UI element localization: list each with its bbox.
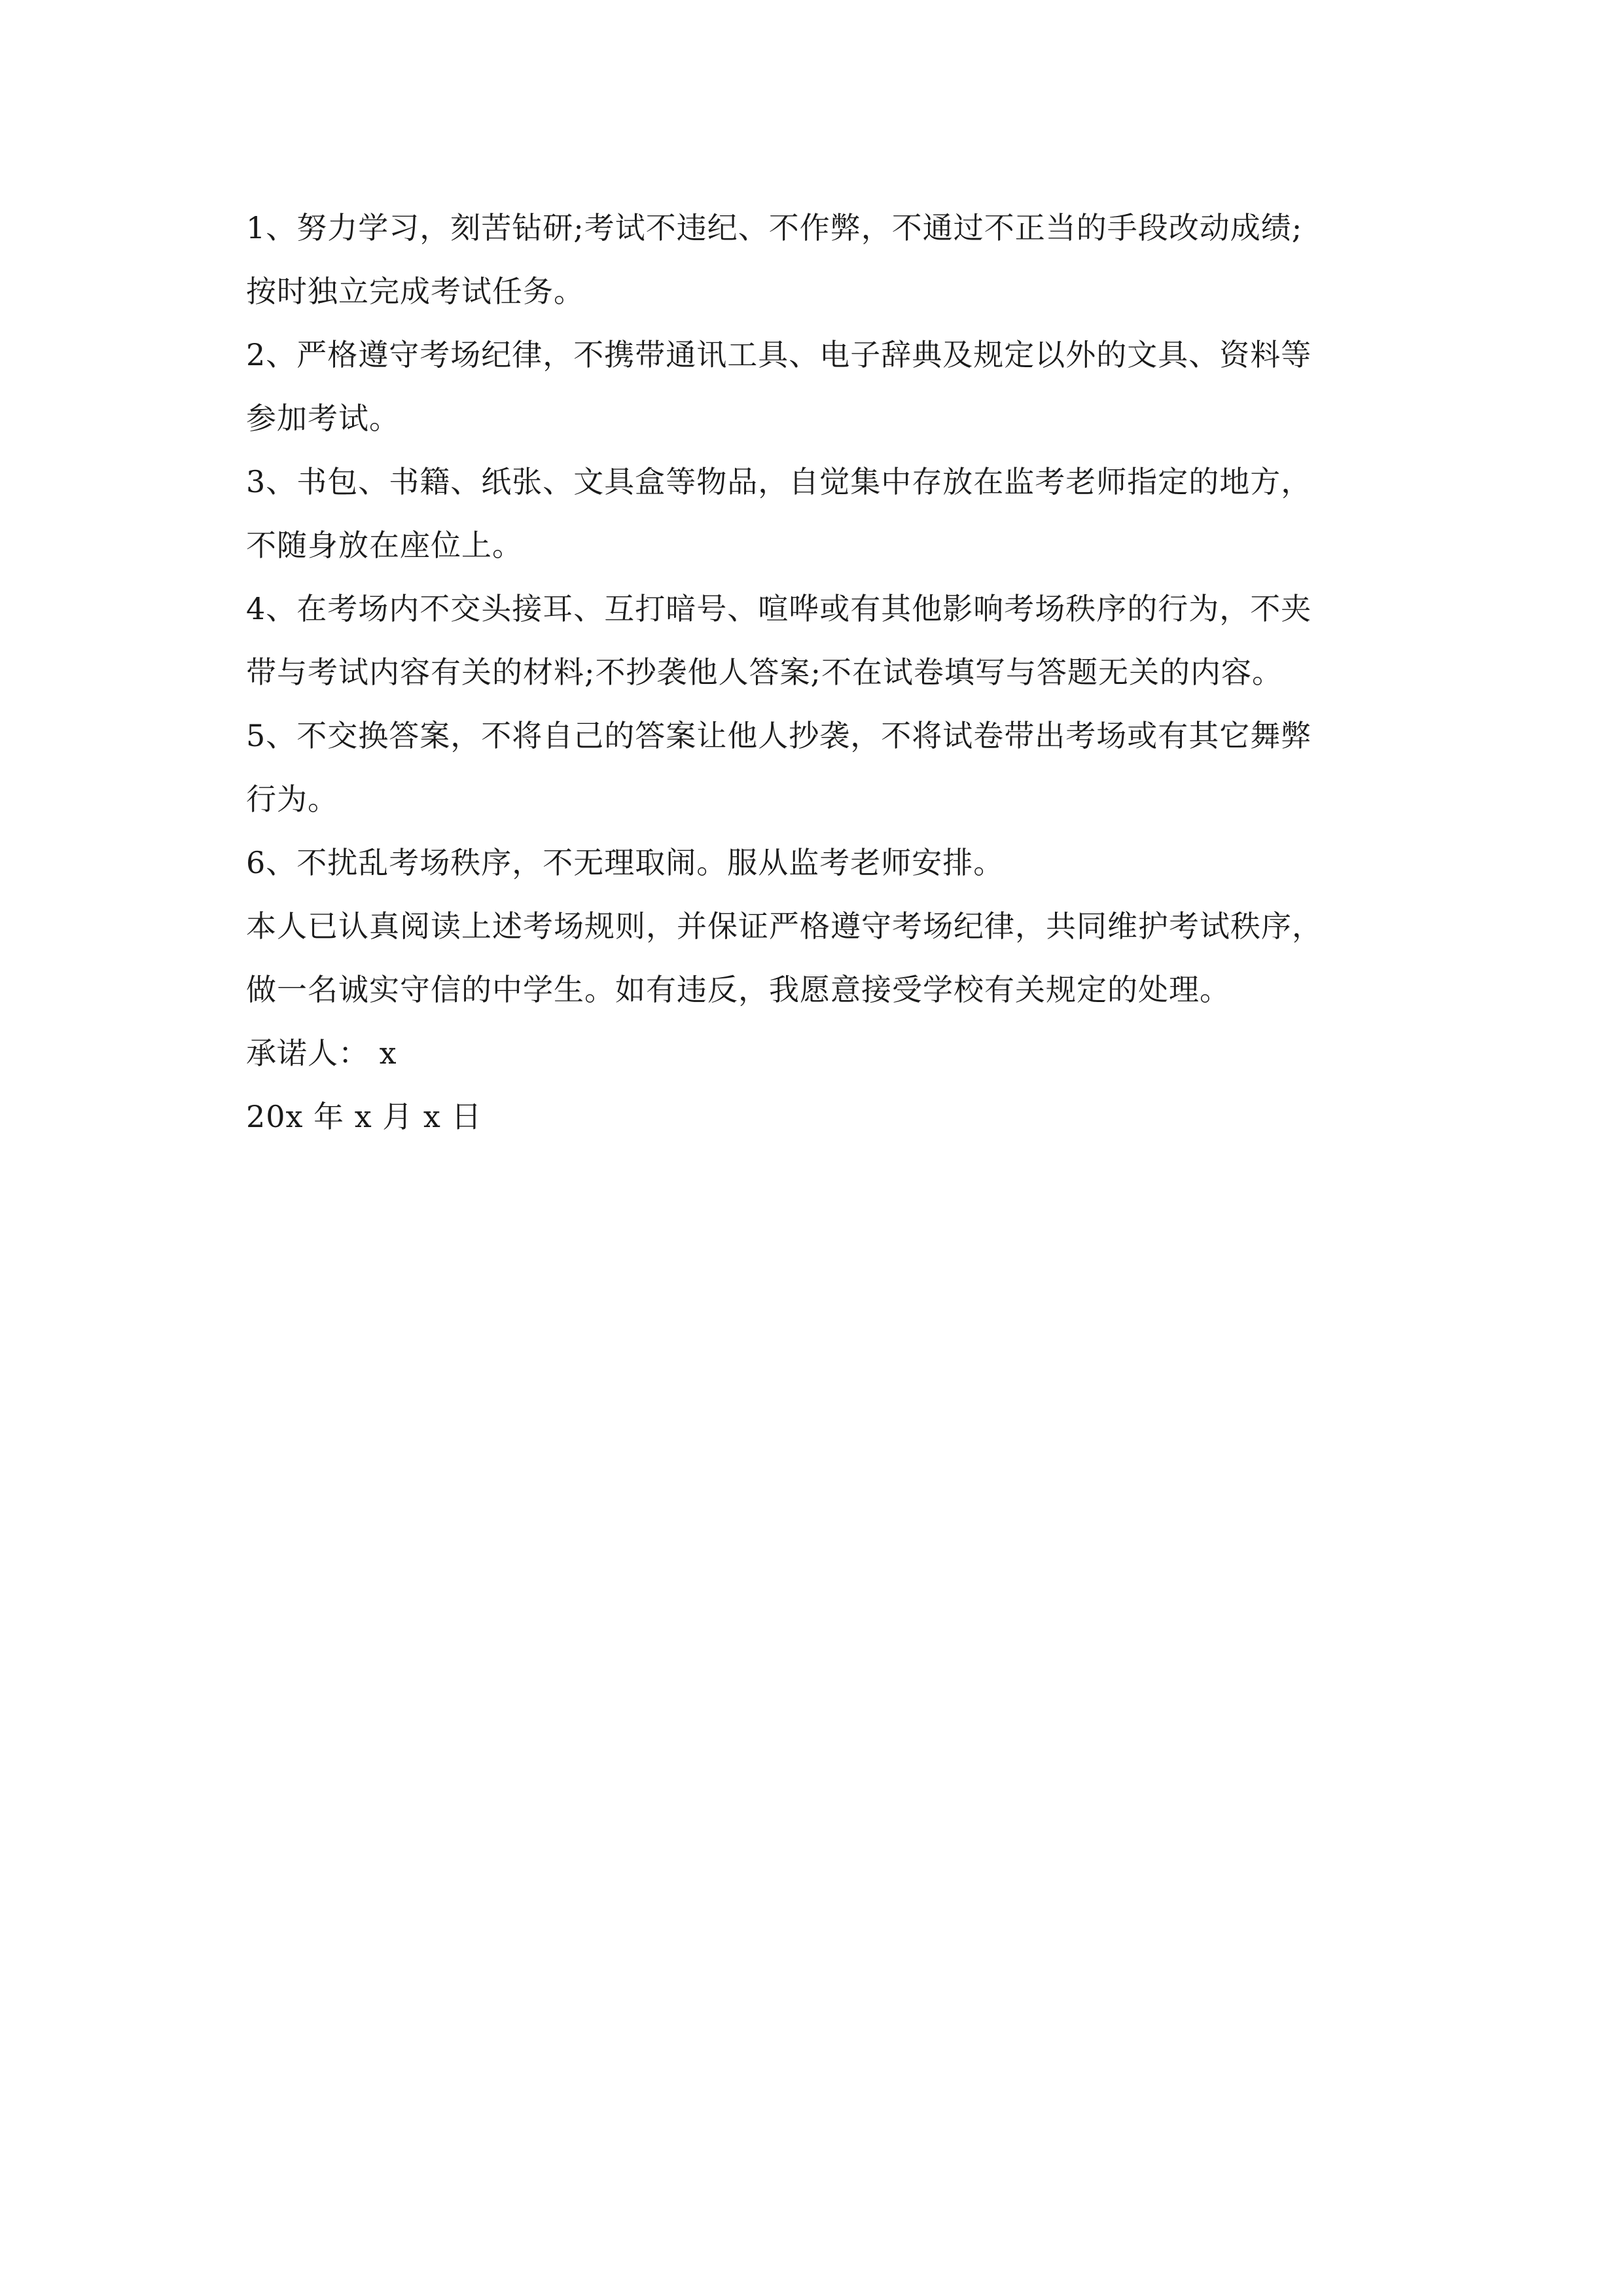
signer-line: 承诺人： x (246, 1035, 397, 1071)
rule-1-line-1: 1、努力学习，刻苦钻研;考试不违纪、不作弊，不通过不正当的手段改动成绩; (246, 210, 1303, 245)
rule-2-line-2: 参加考试。 (246, 401, 400, 436)
rule-5-line-2: 行为。 (246, 781, 338, 817)
statement-line-2: 做一名诚实守信的中学生。如有违反，我愿意接受学校有关规定的处理。 (246, 972, 1230, 1007)
rule-6-line: 6、不扰乱考场秩序，不无理取闹。服从监考老师安排。 (246, 845, 1005, 880)
rule-4-line-1: 4、在考场内不交头接耳、互打暗号、喧哗或有其他影响考场秩序的行为，不夹 (246, 591, 1312, 626)
rule-1-line-2: 按时独立完成考试任务。 (246, 274, 584, 309)
rule-3-line-2: 不随身放在座位上。 (246, 528, 523, 563)
rule-3-line-1: 3、书包、书籍、纸张、文具盒等物品，自觉集中存放在监考老师指定的地方， (246, 464, 1312, 499)
statement-line-1: 本人已认真阅读上述考场规则，并保证严格遵守考场纪律，共同维护考试秩序， (246, 908, 1323, 944)
pledge-text (246, 196, 1385, 1149)
rule-5-line-1: 5、不交换答案，不将自己的答案让他人抄袭，不将试卷带出考场或有其它舞弊 (246, 718, 1312, 753)
rule-2-line-1: 2、严格遵守考场纪律，不携带通讯工具、电子辞典及规定以外的文具、资料等 (246, 337, 1312, 372)
rule-4-line-2: 带与考试内容有关的材料;不抄袭他人答案;不在试卷填写与答题无关的内容。 (246, 655, 1283, 690)
date-line: 20x 年 x 月 x 日 (246, 1099, 482, 1134)
